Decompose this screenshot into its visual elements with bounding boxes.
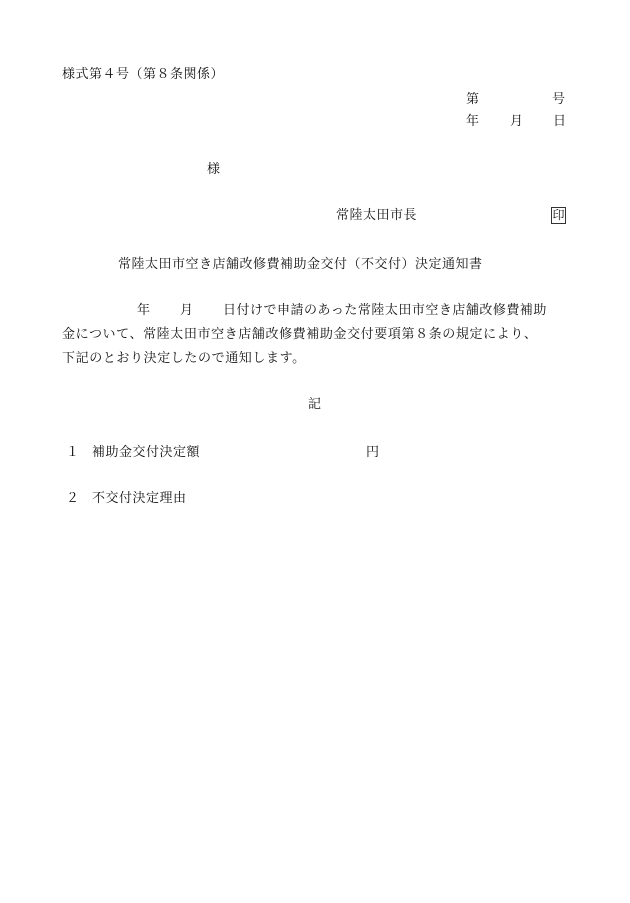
form-label: 様式第４号（第８条関係） [62,67,225,82]
addressee-suffix: 様 [207,162,221,177]
body-date-month: 月 [180,303,194,318]
date-day: 日 [553,114,567,129]
document-title: 常陸太田市空き店舗改修費補助金交付（不交付）決定通知書 [118,257,483,272]
document-number-prefix: 第 [466,92,480,107]
document-number-suffix: 号 [552,92,566,107]
item-1-label: 補助金交付決定額 [92,445,201,460]
seal-mark: 印 [552,208,565,222]
issuer-name: 常陸太田市長 [336,208,418,223]
body-line-2: 金について、常陸太田市空き店舗改修費補助金交付要項第８条の規定により、 [62,327,538,342]
ki-heading: 記 [308,397,322,412]
item-1-number: １ [66,445,80,460]
item-2-number: ２ [66,491,80,506]
body-line-3: 下記のとおり決定したので通知します。 [62,351,306,366]
item-2-label: 不交付決定理由 [92,491,187,506]
date-year: 年 [466,114,480,129]
body-line-1: 日付けで申請のあった常陸太田市空き店舗改修費補助 [223,303,547,318]
date-month: 月 [510,114,524,129]
item-1-unit: 円 [366,445,380,460]
body-date-year: 年 [137,303,151,318]
